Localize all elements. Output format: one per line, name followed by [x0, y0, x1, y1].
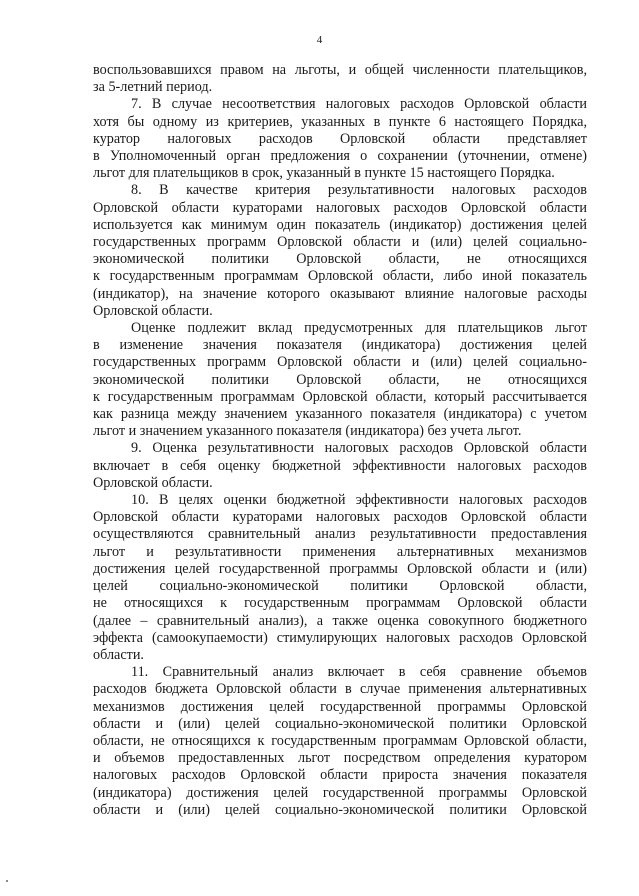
text-line: 8. В качестве критерия результативности налоговых расходов — [131, 182, 587, 199]
text-line: 7. В случае несоответствия налоговых расходов Орловской области — [131, 96, 587, 113]
text-line: расходов бюджета Орловской области в случае применения альтернативных — [93, 681, 587, 698]
text-line: льгот для плательщиков в срок, указанный в пункте 15 настоящего Порядка. — [93, 165, 555, 182]
text-line: к государственным программам Орловской области, либо иной показатель — [93, 268, 587, 285]
paragraph — [93, 440, 587, 492]
text-line: осуществляются сравнительный анализ результативности предоставления — [93, 526, 587, 543]
document-body — [93, 62, 587, 819]
text-line: в Уполномоченный орган предложения о сохранении (уточнении, отмене) — [93, 148, 587, 165]
text-line: государственных программ Орловской области и (или) целей социально- — [93, 234, 587, 251]
text-line: как разница между значением указанного показателя (индикатора) с учетом — [93, 406, 587, 423]
text-line: включает в себя оценку бюджетной эффективности налоговых расходов — [93, 457, 587, 474]
text-line: 11. Сравнительный анализ включает в себя сравнение объемов — [131, 664, 587, 681]
text-line: экономической политики Орловской области, не относящихся — [93, 251, 587, 268]
text-line: эффекта (самоокупаемости) стимулирующих налоговых расходов Орловской — [93, 629, 587, 646]
paragraph — [93, 664, 587, 819]
paragraph — [93, 62, 587, 96]
text-line: области, не относящихся к государственным программам Орловской области, — [93, 732, 587, 749]
text-line: достижения целей государственной программы Орловской области и (или) — [93, 560, 587, 577]
text-line: и объемов предоставленных льгот посредством определения куратором — [93, 750, 587, 767]
text-line: области и (или) целей социально-экономической политики Орловской — [93, 715, 587, 732]
text-line: 9. Оценка результативности налоговых расходов Орловской области — [131, 440, 587, 457]
text-line: куратор налоговых расходов Орловской области представляет — [93, 130, 587, 147]
text-line: в изменение значения показателя (индикатора) достижения целей — [93, 337, 587, 354]
text-line: области и (или) целей социально-экономической политики Орловской — [93, 801, 587, 818]
text-line: целей социально-экономической политики Орловской области, — [93, 578, 587, 595]
text-line: за 5-летний период. — [93, 79, 213, 96]
page-number: 4 — [316, 34, 323, 46]
text-line: льгот и значением указанного показателя (индикатора) без учета льгот. — [93, 423, 522, 440]
text-line: (индикатора) достижения целей государственной программы Орловской — [93, 784, 587, 801]
scan-artifact-dot — [6, 880, 8, 882]
paragraph — [93, 182, 587, 320]
text-line: используется как минимум один показатель (индикатор) достижения целей — [93, 216, 587, 233]
text-line: Оценке подлежит вклад предусмотренных для плательщиков льгот — [131, 320, 587, 337]
text-line: Орловской области кураторами налоговых расходов Орловской области — [93, 509, 587, 526]
text-line: государственных программ Орловской области и (или) целей социально- — [93, 354, 587, 371]
text-line: к государственным программам Орловской области, который рассчитывается — [93, 388, 587, 405]
text-line: области. — [93, 646, 144, 663]
text-line: механизмов достижения целей государственной программы Орловской — [93, 698, 587, 715]
text-line: Орловской области кураторами налоговых расходов Орловской области — [93, 199, 587, 216]
text-line: Орловской области. — [93, 302, 213, 319]
text-line: 10. В целях оценки бюджетной эффективности налоговых расходов — [131, 492, 587, 509]
text-line: хотя бы одному из критериев, указанных в пункте 6 настоящего Порядка, — [93, 113, 587, 130]
text-line: Орловской области. — [93, 474, 213, 491]
text-line: экономической политики Орловской области, не относящихся — [93, 371, 587, 388]
paragraph — [93, 320, 587, 440]
text-line: (индикатор), на значение которого оказывают влияние налоговые расходы — [93, 285, 587, 302]
text-line: налоговых расходов Орловской области прироста значения показателя — [93, 767, 587, 784]
text-line: льгот и результативности применения альтернативных механизмов — [93, 543, 587, 560]
text-line: воспользовавшихся правом на льготы, и общей численности плательщиков, — [93, 62, 587, 78]
paragraph — [93, 96, 587, 182]
paragraph — [93, 492, 587, 664]
text-line: не относящихся к государственным программам Орловской области — [93, 595, 587, 612]
text-line: (далее – сравнительный анализ), а также оценка совокупного бюджетного — [93, 612, 587, 629]
